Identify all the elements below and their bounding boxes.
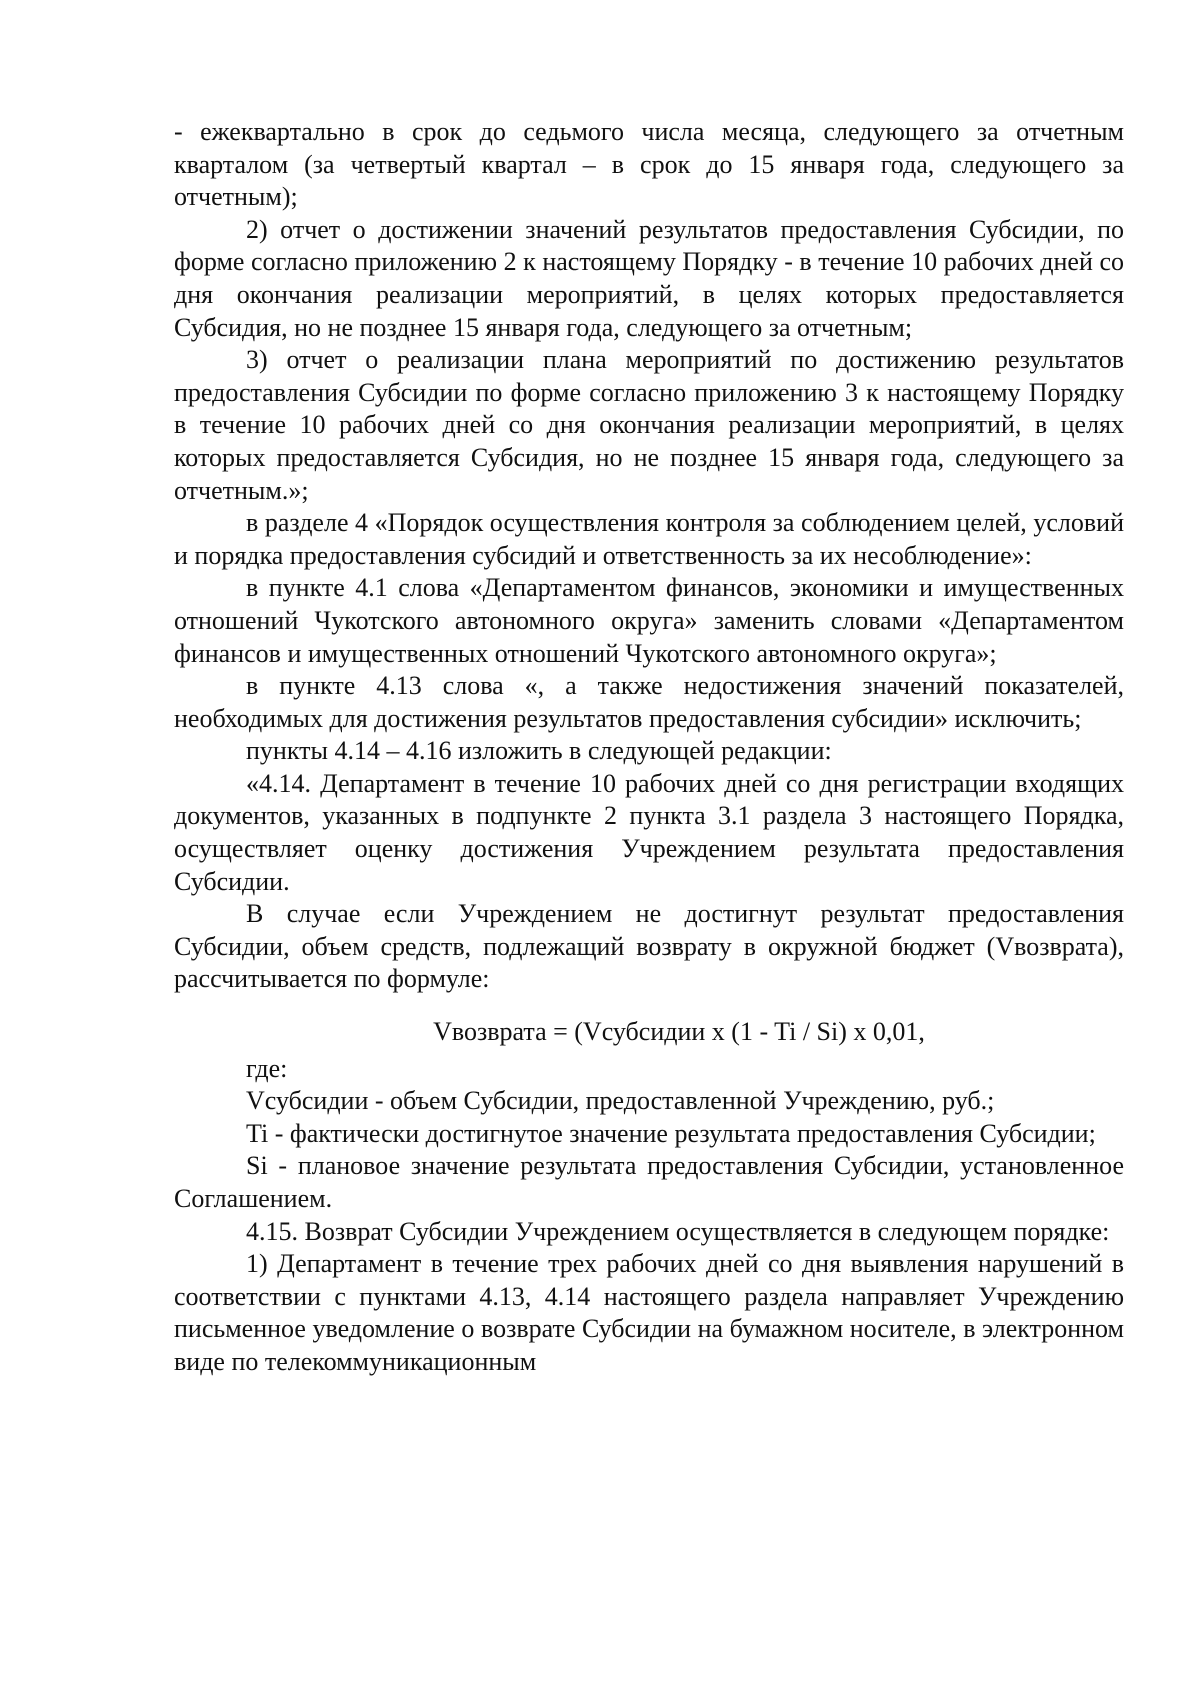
paragraph-def-si: Si - плановое значение результата предоставления Субсидии, установленное Соглашением. — [174, 1151, 1124, 1213]
paragraph-def-ti: Ti - фактически достигнутое значение результата предоставления Субсидии; — [246, 1118, 1096, 1148]
paragraph-report-results: 2) отчет о достижении значений результатов предоставления Субсидии, по форме согласно приложению 2 к настоящему Порядку - в течение 10 рабочих дней со дня окончания реализации мероприятий, в целях которых предоставляется Субсидия, но не позднее 15 января года, следующего за отчетным; — [174, 214, 1124, 342]
paragraph-report-plan: 3) отчет о реализации плана мероприятий по достижению результатов предоставления Субсидии по форме согласно приложению 3 к настоящему Порядку в течение 10 рабочих дней со дня окончания реализации мероприятий, в целях которых предоставляется Субсидия, но не позднее 15 января года, следующего за отчетным.»; — [174, 345, 1124, 505]
paragraph-section-4-header: в разделе 4 «Порядок осуществления контроля за соблюдением целей, условий и порядка предоставления субсидий и ответственность за их несоблюдение»: — [174, 508, 1124, 570]
paragraph-point-4-13: в пункте 4.13 слова «, а также недостижения значений показателей, необходимых для достижения результатов предоставления субсидии» исключить; — [174, 671, 1124, 733]
paragraph-point-4-15-1: 1) Департамент в течение трех рабочих дней со дня выявления нарушений в соответствии с пунктами 4.13, 4.14 настоящего раздела направляет Учреждению письменное уведомление о возврате Субсидии на бумажном носителе, в электронном виде по телекоммуникационным — [174, 1249, 1124, 1376]
paragraph-refund-case: В случае если Учреждением не достигнут результат предоставления Субсидии, объем средств, подлежащий возврату в окружной бюджет (Vвозврата), рассчитывается по формуле: — [174, 899, 1124, 994]
document-body — [174, 116, 1124, 1379]
paragraph-point-4-14: «4.14. Департамент в течение 10 рабочих дней со дня регистрации входящих документов, указанных в подпункте 2 пункта 3.1 раздела 3 настоящего Порядка, осуществляет оценку достижения Учреждением результата предоставления Субсидии. — [174, 768, 1124, 896]
paragraph-def-vsubsidii: Vсубсидии - объем Субсидии, предоставленной Учреждению, руб.; — [246, 1086, 995, 1116]
paragraph-points-4-14-4-16: пункты 4.14 – 4.16 изложить в следующей редакции: — [246, 736, 832, 766]
paragraph-point-4-1: в пункте 4.1 слова «Департаментом финансов, экономики и имущественных отношений Чукотского автономного округа» заменить словами «Департаментом финансов и имущественных отношений Чукотского автономного округа»; — [174, 573, 1124, 668]
paragraph-where: где: — [246, 1053, 288, 1083]
formula-refund: Vвозврата = (Vсубсидии x (1 - Ti / Si) x 0,01, — [433, 1017, 925, 1047]
paragraph-quarterly-deadline: - ежеквартально в срок до седьмого числа месяца, следующего за отчетным кварталом (за четвертый квартал – в срок до 15 января года, следующего за отчетным); — [174, 117, 1124, 212]
paragraph-point-4-15: 4.15. Возврат Субсидии Учреждением осуществляется в следующем порядке: — [246, 1216, 1110, 1246]
